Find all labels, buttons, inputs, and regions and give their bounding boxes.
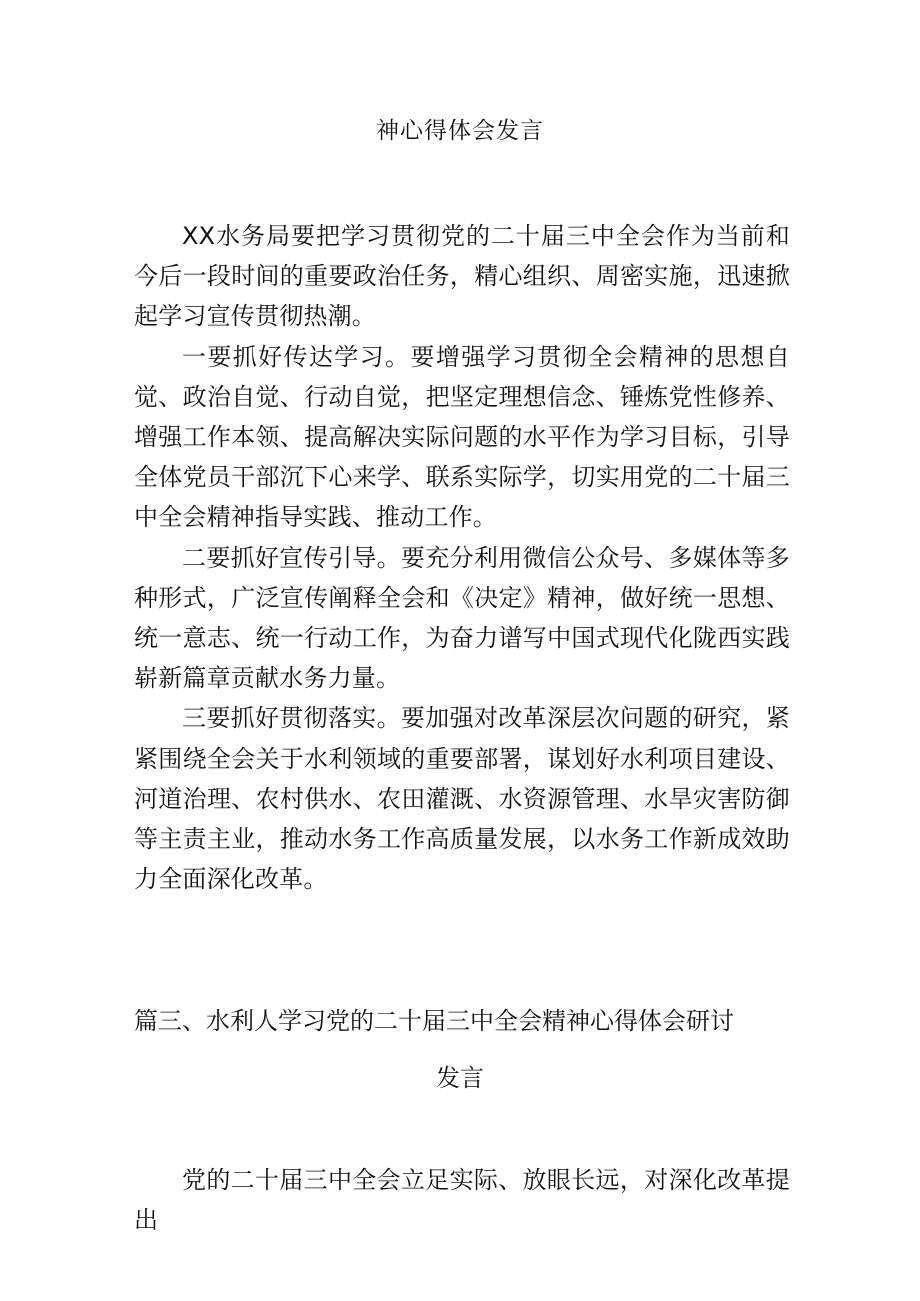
body-text-continued (134, 1160, 790, 1240)
paragraph-point-one: 一要抓好传达学习。要增强学习贯彻全会精神的思想自觉、政治自觉、行动自觉，把坚定理想信念、锤炼党性修养、增强工作本领、提高解决实际问题的水平作为学习目标，引导全体党员干部沉下心来学、联系实际学，切实用党的二十届三中全会精神指导实践、推动工作。 (134, 342, 790, 532)
paragraph-point-three: 三要抓好贯彻落实。要加强对改革深层次问题的研究，紧紧围绕全会关于水利领域的重要部署，谋划好水利项目建设、河道治理、农村供水、农田灌溉、水资源管理、水旱灾害防御等主责主业，推动水务工作高质量发展，以水务工作新成效助力全面深化改革。 (134, 704, 790, 894)
document-title: 神心得体会发言 (376, 118, 544, 144)
paragraph-point-two: 二要抓好宣传引导。要充分利用微信公众号、多媒体等多种形式，广泛宣传阐释全会和《决定》精神，做好统一思想、统一意志、统一行动工作，为奋力谱写中国式现代化陇西实践崭新篇章贡献水务力量。 (134, 543, 790, 693)
paragraph-intro: XX水务局要把学习贯彻党的二十届三中全会作为当前和今后一段时间的重要政治任务，精心组织、周密实施，迅速掀起学习宣传贯彻热潮。 (134, 222, 790, 331)
paragraph-final: 党的二十届三中全会立足实际、放眼长远，对深化改革提出 (134, 1166, 790, 1235)
section-heading: 篇三、水利人学习党的二十届三中全会精神心得体会研讨 (134, 1007, 734, 1035)
section-heading-continuation: 发言 (436, 1064, 484, 1092)
body-text (134, 216, 790, 899)
